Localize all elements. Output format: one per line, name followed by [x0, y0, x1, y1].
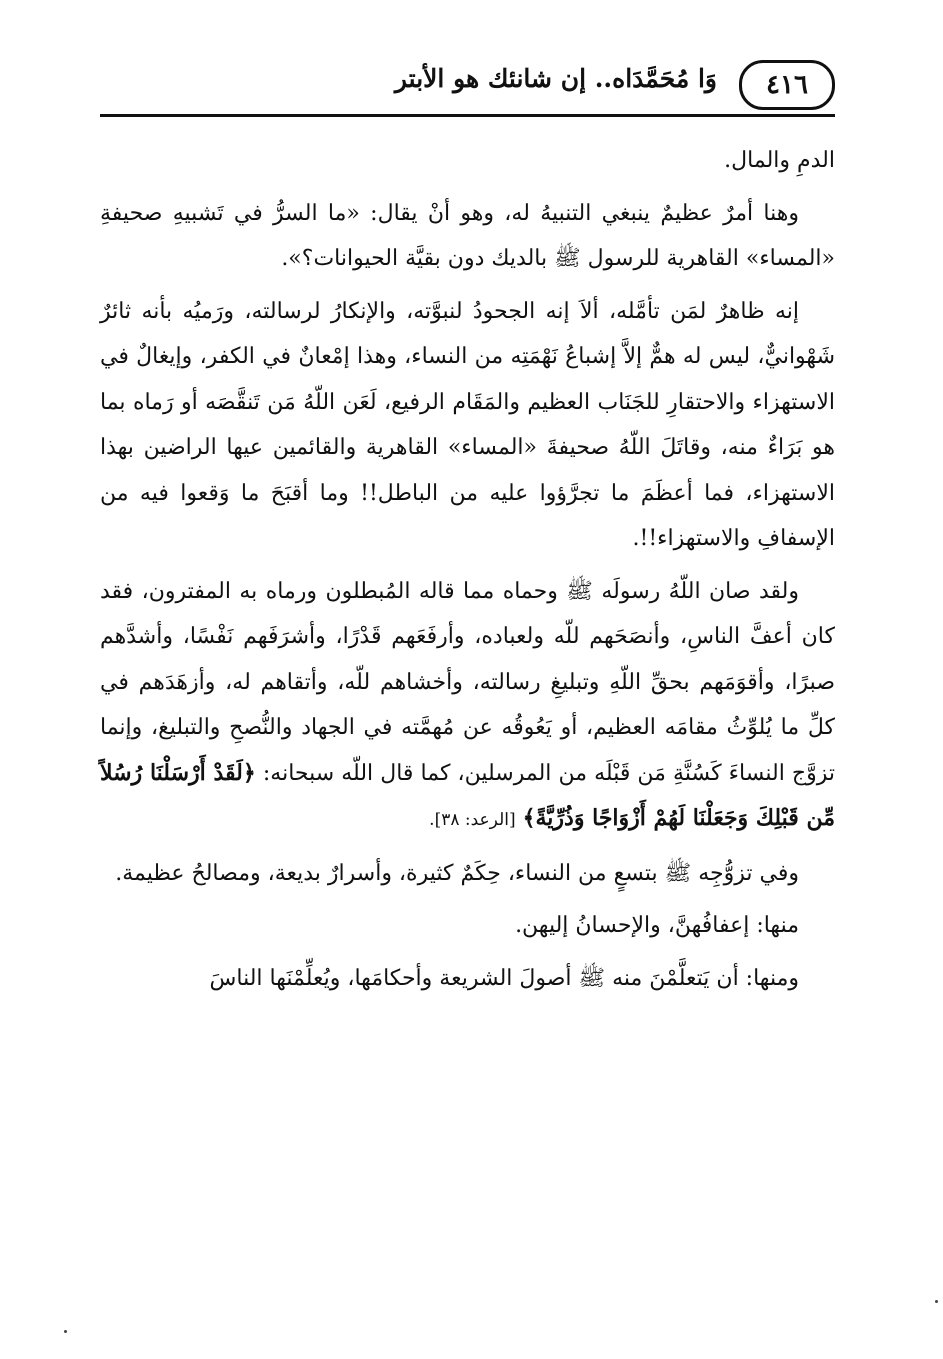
scan-speck: [935, 1300, 938, 1303]
page-body: [100, 138, 835, 1008]
header-rule: [100, 114, 835, 117]
scan-speck: [64, 1330, 67, 1333]
paragraph-virtues: [100, 569, 835, 844]
verse-reference: [الرعد: ٣٨].: [429, 810, 516, 830]
paragraph-question: وهنا أمرٌ عظيمٌ ينبغي التنبيهُ له، وهو أنْ يقال: «ما السرُّ في تَشبيهِ صحيفةِ «المساء» القاهرية للرسول ﷺ بالديك دون بقيَّة الحيوانات؟».: [100, 200, 835, 271]
page-header: [100, 58, 835, 118]
paragraph-virtues-text: ولقد صان اللّهُ رسولَه ﷺ وحماه مما قاله المُبطلون ورماه به المفترون، فقد كان أعفَّ الناسِ، وأنصَحَهم للّه ولعباده، وأرفَعَهم قَدْرًا، وأشرَفَهم نَفْسًا، وأشدَّهم صبرًا، وأقوَمَهم بحقِّ اللّهِ وتبليغِ رسالته، وأخشاهم للّه، وأتقاهم له، وأزهَدَهم في كلِّ ما يُلوِّثُ مقامَه العظيم، أو يَعُوقُه عن مُهمَّته في الجهاد والنُّصحِ والتبليغ، وإنما تزوَّج النساءَ كَسُنَّةِ مَن قَبْلَه من المرسلين، كما قال اللّه سبحانه:: [100, 578, 835, 786]
running-title: وَا مُحَمَّدَاه.. إن شانئك هو الأبتر: [394, 64, 717, 93]
paragraph-second-wisdom: ومنها: أن يَتعلَّمْنَ منه ﷺ أصولَ الشريعة وأحكامَها، ويُعلِّمْنَها الناسَ: [209, 965, 799, 991]
paragraph-wisdoms: وفي تزوُّجِه ﷺ بتسعٍ من النساء، حِكَمٌ كثيرة، وأسرارٌ بديعة، ومصالحُ عظيمة.: [115, 860, 799, 886]
page-number: ٤١٦: [739, 60, 835, 110]
paragraph-answer: إنه ظاهرٌ لمَن تأمَّله، ألاَ إنه الجحودُ لنبوَّته، والإنكارُ لرسالته، ورَميُه بأنه ثائرٌ شَهْوانيٌّ، ليس له همٌّ إلاَّ إشباعُ نَهْمَتِه من النساء، وهذا إمْعانٌ في الكفر، وإيغالٌ في الاستهزاء والاحتقارِ للجَنَاب العظيم والمَقَام الرفيع، لَعَن اللّهُ مَن تَنقَّصَه أو رَماه بما هو بَرَاءٌ منه، وقاتَلَ اللّهُ صحيفةَ «المساء» القاهرية والقائمين عيها الراضين بهذا الاستهزاء، فما أعظَمَ ما تجرَّؤوا عليه من الباطل!! وما أقبَحَ ما وَقعوا فيه من الإسفافِ والاستهزاء!!.: [100, 298, 835, 551]
paragraph-continuation: الدمِ والمال.: [724, 148, 835, 173]
quran-verse: ﴿لَقَدْ أَرْسَلْنَا رُسُلاً مِّن قَبْلِكَ وَجَعَلْنَا لَهُمْ أَزْوَاجًا وَذُرِّيَّةً﴾: [100, 759, 835, 831]
paragraph-first-wisdom: منها: إعفافُهنَّ، والإحسانُ إليهن.: [515, 913, 799, 938]
